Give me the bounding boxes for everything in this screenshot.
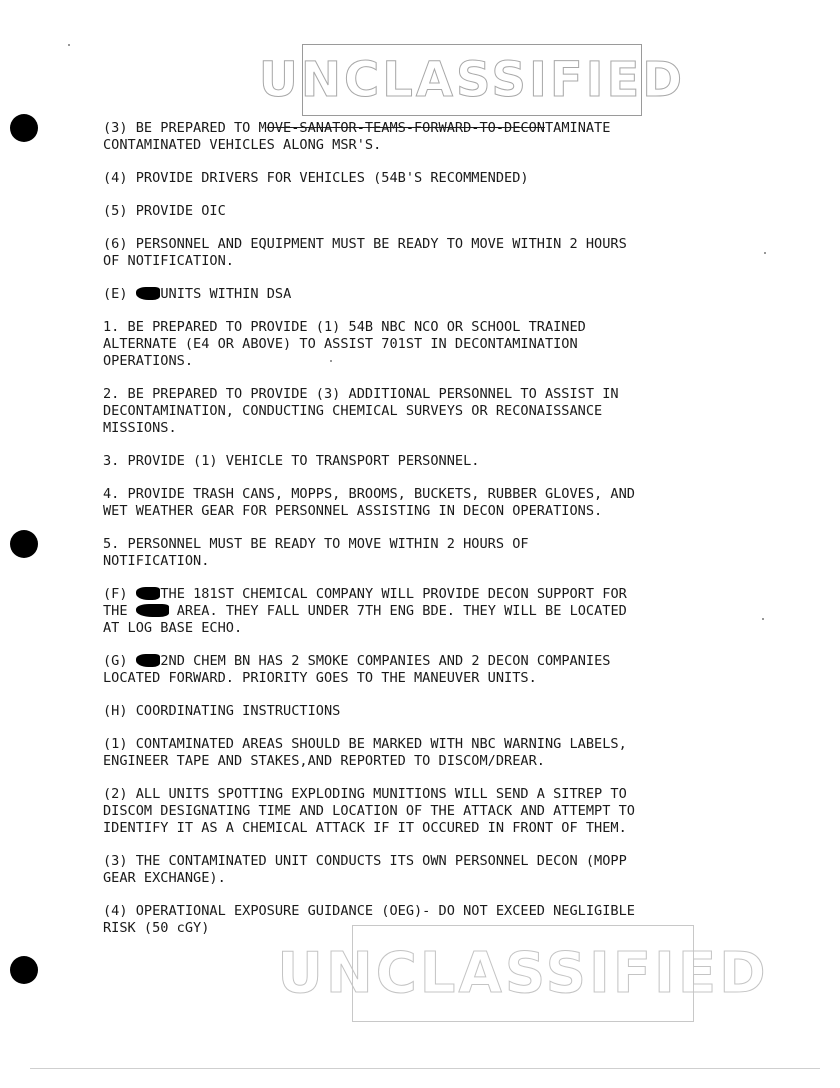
scan-speck [764, 252, 766, 254]
paragraph-text: (6) PERSONNEL AND EQUIPMENT MUST BE READY TO MOVE WITHIN 2 HOURS OF NOTIFICATION. [103, 236, 627, 269]
paragraph-pH [103, 703, 793, 720]
paragraph-text: 5. PERSONNEL MUST BE READY TO MOVE WITHIN 2 HOURS OF NOTIFICATION. [103, 536, 529, 569]
scan-speck [762, 618, 764, 620]
paragraph-text: (F) [103, 586, 136, 602]
paragraph-text: TAMINATE CONTAMINATED VEHICLES ALONG MSR'S. [103, 120, 611, 153]
scan-edge-line [30, 1068, 820, 1069]
paragraph-text: (3) THE CONTAMINATED UNIT CONDUCTS ITS OWN PERSONNEL DECON (MOPP GEAR EXCHANGE). [103, 853, 627, 886]
paragraph-p4a [103, 170, 793, 187]
punch-hole-middle [10, 530, 38, 558]
paragraph-pH1 [103, 736, 793, 770]
paragraph-text: AREA. THEY FALL UNDER 7TH ENG BDE. THEY WILL BE LOCATED AT LOG BASE ECHO. [103, 603, 627, 636]
paragraph-pF [103, 586, 793, 637]
paragraph-text: 2ND CHEM BN HAS 2 SMOKE COMPANIES AND 2 DECON COMPANIES LOCATED FORWARD. PRIORITY GOES TO THE MANEUVER UNITS. [103, 653, 611, 686]
paragraph-text: 2. BE PREPARED TO PROVIDE (3) ADDITIONAL PERSONNEL TO ASSIST IN DECONTAMINATION, CONDUCTING CHEMICAL SURVEYS OR RECONAISSANCE MISSIONS. [103, 386, 619, 436]
paragraph-pH3 [103, 853, 793, 887]
paragraph-text: (3) BE PREPARED TO M [103, 120, 267, 136]
paragraph-pH2 [103, 786, 793, 837]
punch-hole-bottom [10, 956, 38, 984]
paragraph-text: UNITS WITHIN DSA [160, 286, 292, 302]
paragraph-text: 1. BE PREPARED TO PROVIDE (1) 54B NBC NCO OR SCHOOL TRAINED ALTERNATE (E4 OR ABOVE) TO ASSIST 701ST IN DECONTAMINATION OPERATIONS. [103, 319, 586, 369]
paragraph-pE2 [103, 386, 793, 437]
paragraph-pE4 [103, 486, 793, 520]
paragraph-pE5 [103, 536, 793, 570]
paragraph-pE [103, 286, 793, 303]
paragraph-p6a [103, 236, 793, 270]
paragraph-pE1 [103, 319, 793, 370]
classification-stamp-bottom: UNCLASSIFIED [352, 925, 694, 1022]
classification-stamp-top: UNCLASSIFIED [302, 44, 642, 116]
paragraph-p3a [103, 120, 793, 154]
paragraph-pE3 [103, 453, 793, 470]
scan-speck [68, 44, 70, 46]
paragraph-text: (4) PROVIDE DRIVERS FOR VEHICLES (54B'S RECOMMENDED) [103, 170, 529, 186]
paragraph-text: 3. PROVIDE (1) VEHICLE TO TRANSPORT PERSONNEL. [103, 453, 480, 469]
paragraph-text: (H) COORDINATING INSTRUCTIONS [103, 703, 341, 719]
punch-hole-top [10, 114, 38, 142]
paragraph-text: (5) PROVIDE OIC [103, 203, 226, 219]
paragraph-text: (2) ALL UNITS SPOTTING EXPLODING MUNITIONS WILL SEND A SITREP TO DISCOM DESIGNATING TIME AND LOCATION OF THE ATTACK AND ATTEMPT TO IDENTIFY IT AS A CHEMICAL ATTACK IF IT OCCURED IN FRONT OF THEM. [103, 786, 635, 836]
paragraph-pG [103, 653, 793, 687]
document-body [103, 120, 793, 953]
paragraph-text: (1) CONTAMINATED AREAS SHOULD BE MARKED WITH NBC WARNING LABELS, ENGINEER TAPE AND STAKES,AND REPORTED TO DISCOM/DREAR. [103, 736, 627, 769]
struck-text: OVE-SANATOR-TEAMS-FORWARD-TO-DECON [266, 120, 545, 136]
scan-speck [330, 360, 332, 362]
redaction-mark [136, 604, 169, 617]
redaction-mark [136, 654, 161, 667]
redaction-mark [136, 587, 161, 600]
paragraph-text: (E) [103, 286, 136, 302]
paragraph-text: (G) [103, 653, 136, 669]
redaction-mark [136, 287, 161, 300]
paragraph-text: 4. PROVIDE TRASH CANS, MOPPS, BROOMS, BUCKETS, RUBBER GLOVES, AND WET WEATHER GEAR FOR PERSONNEL ASSISTING IN DECON OPERATIONS. [103, 486, 635, 519]
paragraph-text: THE 181ST CHEMICAL COMPANY WILL PROVIDE DECON SUPPORT FOR THE [103, 586, 627, 619]
paragraph-p5a [103, 203, 793, 220]
paragraph-text: (4) OPERATIONAL EXPOSURE GUIDANCE (OEG)- DO NOT EXCEED NEGLIGIBLE RISK (50 cGY) [103, 903, 635, 936]
